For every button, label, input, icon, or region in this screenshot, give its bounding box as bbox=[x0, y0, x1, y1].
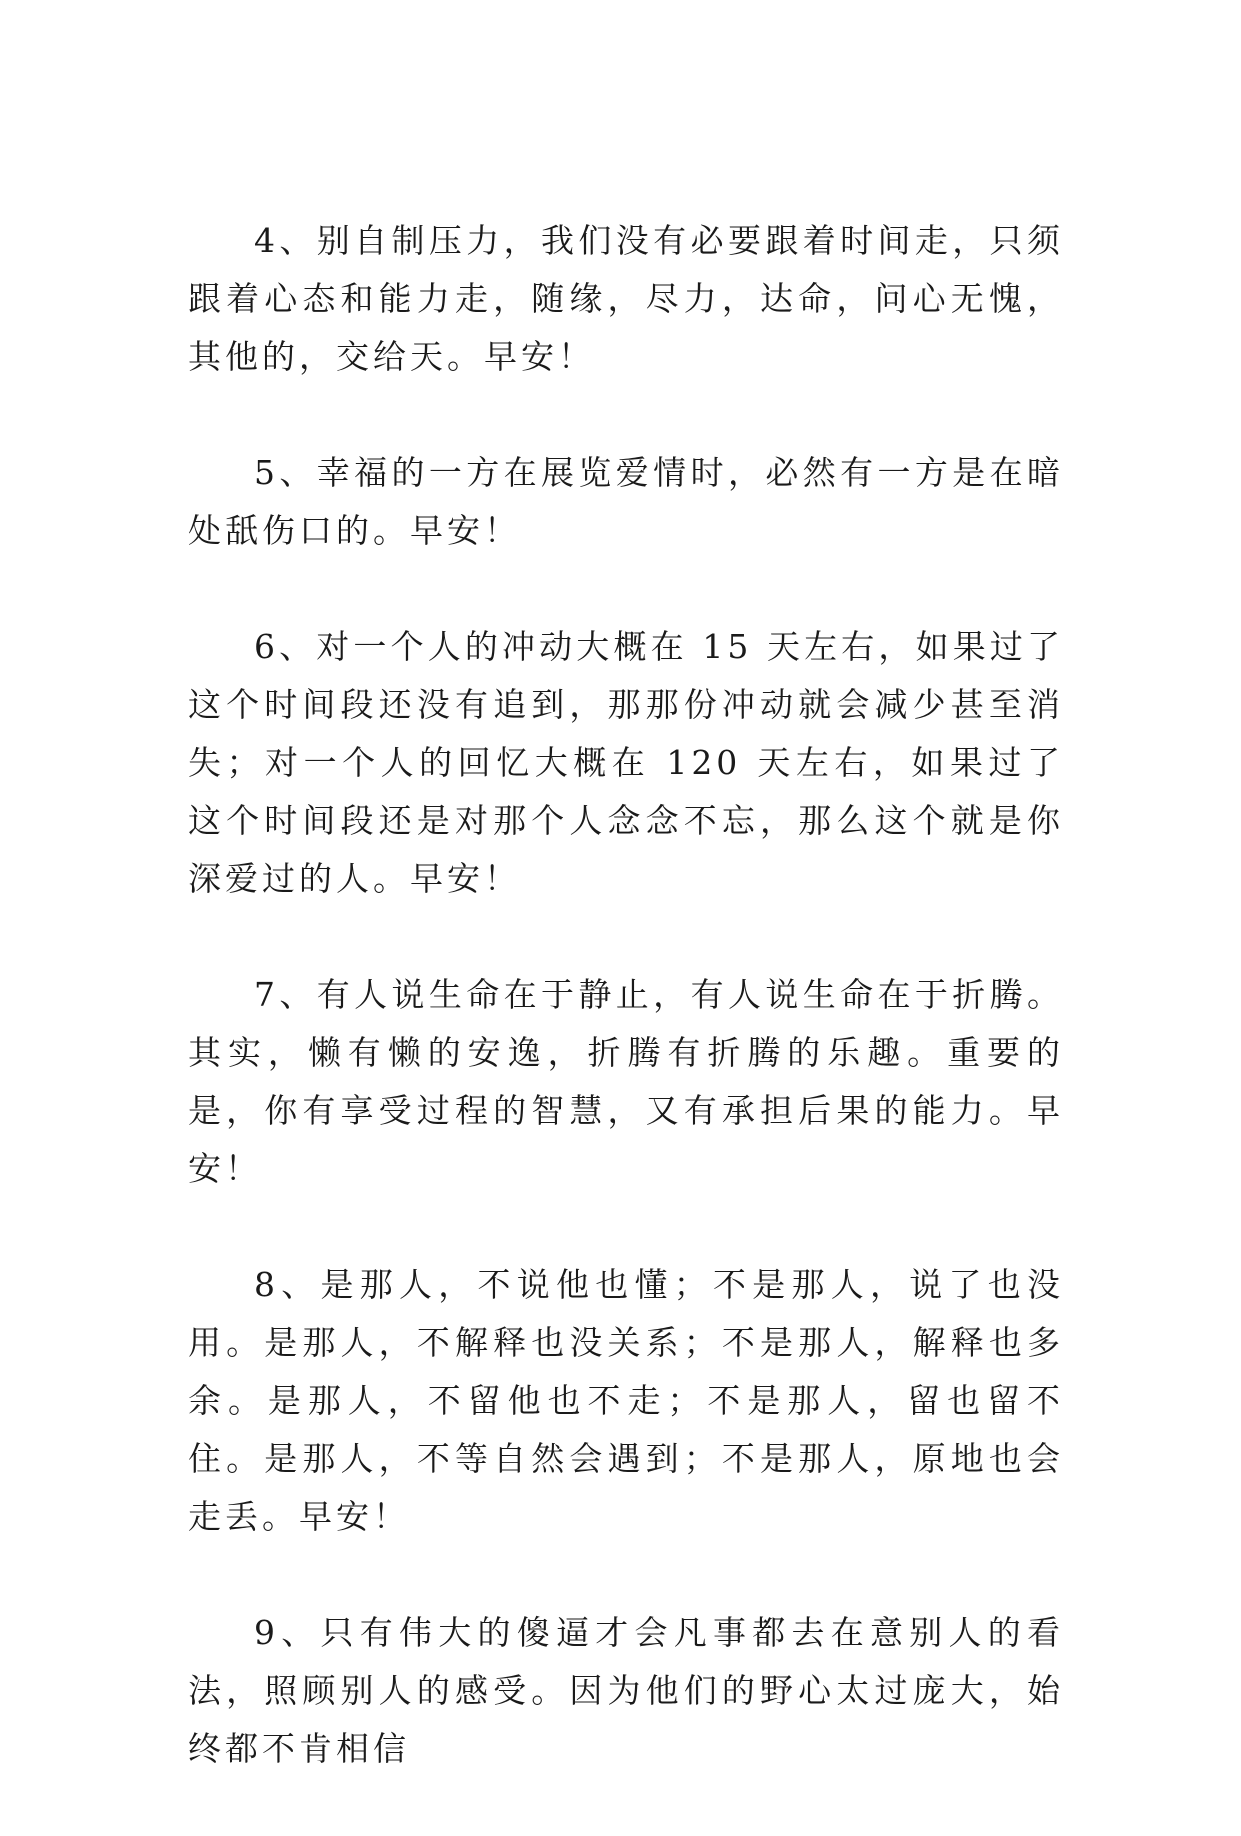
paragraph-4: 4、别自制压力，我们没有必要跟着时间走，只须跟着心态和能力走，随缘，尽力，达命，问心无愧，其他的，交给天。早安！ bbox=[188, 221, 1064, 376]
paragraph-9: 9、只有伟大的傻逼才会凡事都去在意别人的看法，照顾别人的感受。因为他们的野心太过庞大，始终都不肯相信 bbox=[188, 1613, 1064, 1768]
paragraph-6: 6、对一个人的冲动大概在 15 天左右，如果过了这个时间段还没有追到，那那份冲动就会减少甚至消失；对一个人的回忆大概在 120 天左右，如果过了这个时间段还是对那个人念念不忘，那么这个就是你深爱过的人。早安！ bbox=[188, 627, 1064, 898]
paragraph-7: 7、有人说生命在于静止，有人说生命在于折腾。其实，懒有懒的安逸，折腾有折腾的乐趣。重要的是，你有享受过程的智慧，又有承担后果的能力。早安！ bbox=[188, 975, 1064, 1188]
document-body bbox=[188, 212, 1064, 1836]
paragraph-8: 8、是那人，不说他也懂；不是那人，说了也没用。是那人，不解释也没关系；不是那人，解释也多余。是那人，不留他也不走；不是那人，留也留不住。是那人，不等自然会遇到；不是那人，原地也会走丢。早安！ bbox=[188, 1265, 1064, 1536]
paragraph-5: 5、幸福的一方在展览爱情时，必然有一方是在暗处舐伤口的。早安！ bbox=[188, 453, 1064, 550]
